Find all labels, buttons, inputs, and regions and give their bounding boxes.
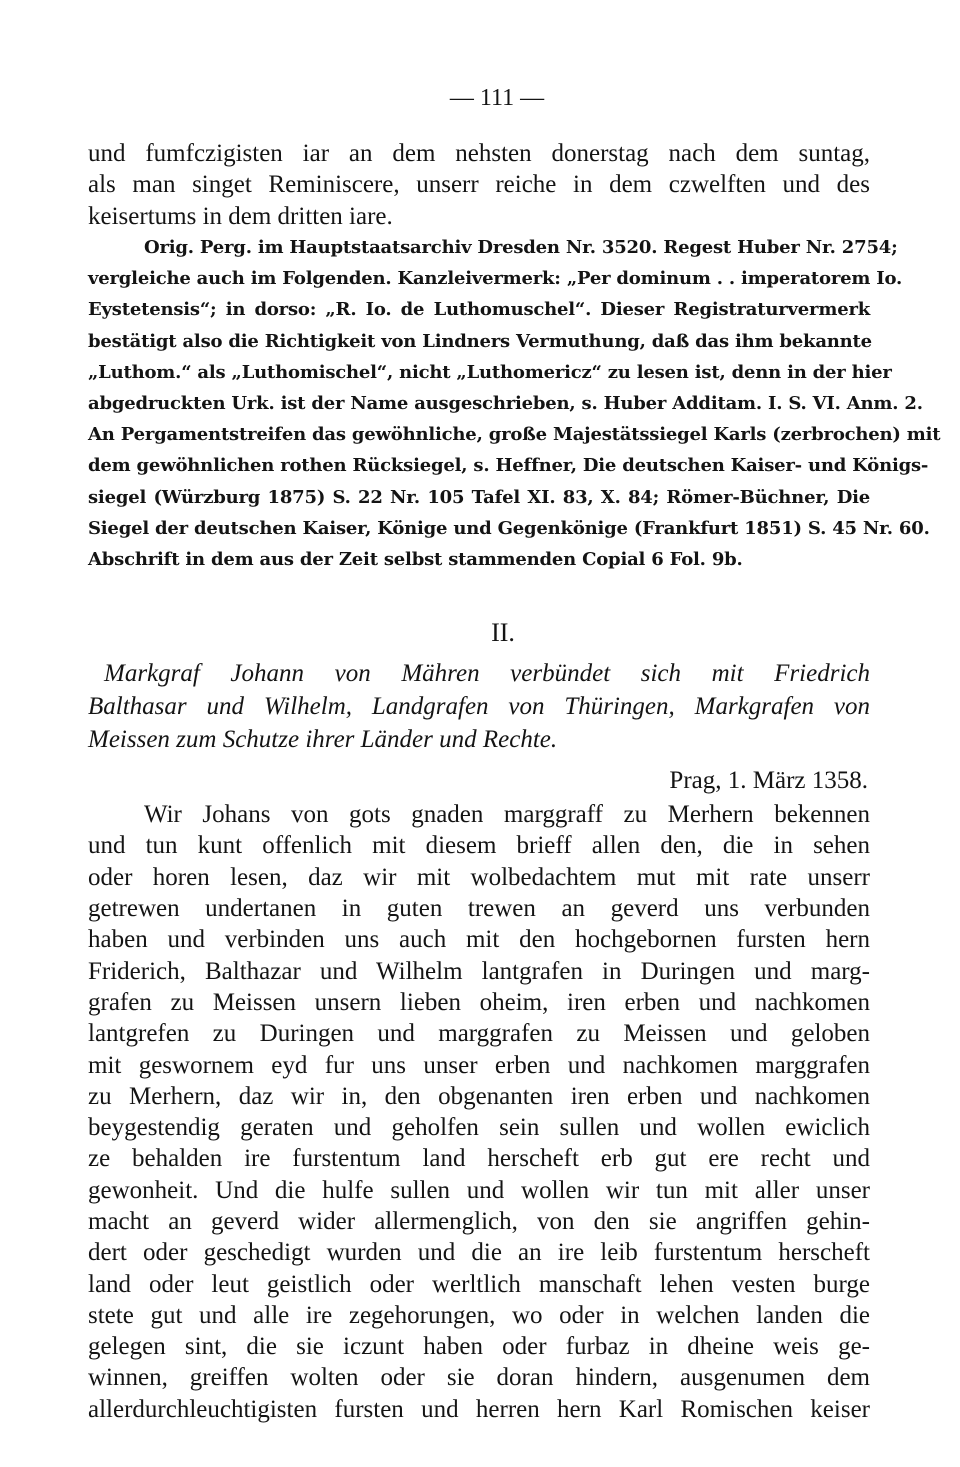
note-line: An Pergamentstreifen das gewöhnliche, große Majestätssiegel Karls (zerbrochen) mit xyxy=(88,424,941,446)
archival-notes xyxy=(88,232,941,575)
note-line: Orig. Perg. im Hauptstaatsarchiv Dresden Nr. 3520. Regest Huber Nr. 2754; xyxy=(144,236,898,258)
text-line: dert oder geschedigt wurden und die an ire leib furstentum herscheft xyxy=(88,1239,870,1267)
note-line: vergleiche auch im Folgenden. Kanzleivermerk: „Per dominum . . imperatorem Io. xyxy=(88,268,903,290)
text-line: allerdurchleuchtigisten fursten und herren hern Karl Romischen keiser xyxy=(88,1395,870,1423)
text-line: lantgrefen zu Duringen und marggrafen zu Meissen und geloben xyxy=(88,1020,870,1048)
title-line: Meissen zum Schutze ihrer Länder und Rechte. xyxy=(88,726,558,754)
text-line: land oder leut geistlich oder werltlich manschaft lehen vesten burge xyxy=(88,1270,870,1298)
text-line: gewonheit. Und die hulfe sullen und wollen wir tun mit aller unser xyxy=(88,1176,870,1204)
text-line: keisertums in dem dritten iare. xyxy=(88,202,393,230)
charter-text xyxy=(88,799,870,1425)
title-line: Markgraf Johann von Mähren verbündet sich mit Friedrich xyxy=(104,660,870,688)
page-number: — 111 — xyxy=(449,85,545,111)
text-line: mit geswornem eyd fur uns unser erben und nachkomen marggrafen xyxy=(88,1051,870,1079)
dateline: Prag, 1. März 1358. xyxy=(669,767,868,795)
note-line: siegel (Würzburg 1875) S. 22 Nr. 105 Tafel XI. 83, X. 84; Römer-Büchner, Die xyxy=(88,486,870,508)
document-page xyxy=(88,80,941,1425)
text-line: zu Merhern, daz wir in, den obgenanten iren erben und nachkomen xyxy=(88,1082,870,1110)
title-line: Balthasar und Wilhelm, Landgrafen von Thüringen, Markgrafen von xyxy=(88,693,870,721)
note-line: „Luthom.“ als „Luthomischel“, nicht „Luthomericz“ zu lesen ist, denn in der hier xyxy=(88,361,892,383)
note-line: bestätigt also die Richtigkeit von Lindners Vermuthung, daß das ihm bekannte xyxy=(88,330,872,352)
text-line: gelegen sint, die sie iczunt haben oder furbaz in dheine weis ge- xyxy=(88,1333,870,1361)
section-title xyxy=(88,657,870,756)
text-line: und fumfczigisten iar an dem nehsten donerstag nach dem suntag, xyxy=(88,140,870,167)
text-line: Wir Johans von gots gnaden marggraff zu Merhern bekennen xyxy=(144,801,870,829)
text-line: als man singet Reminiscere, unserr reiche in dem czwelften und des xyxy=(88,171,870,199)
text-line: oder horen lesen, daz wir mit wolbedachtem mut mit rate unserr xyxy=(88,863,870,891)
note-line: Siegel der deutschen Kaiser, Könige und Gegenkönige (Frankfurt 1851) S. 45 Nr. 60. xyxy=(88,517,930,539)
text-line: und tun kunt offenlich mit diesem brieff allen den, die in sehen xyxy=(88,832,870,860)
text-line: haben und verbinden uns auch mit den hochgebornen fursten hern xyxy=(88,926,870,954)
note-line: Eystetensis“; in dorso: „R. Io. de Luthomuschel“. Dieser Registraturvermerk xyxy=(88,299,870,321)
text-line: grafen zu Meissen unsern lieben oheim, iren erben und nachkomen xyxy=(88,988,870,1016)
text-line: beygestendig geraten und geholfen sein sullen und wollen ewiclich xyxy=(88,1114,870,1142)
text-line: macht an geverd wider allermenglich, von den sie angriffen gehin- xyxy=(88,1207,870,1235)
note-line: abgedruckten Urk. ist der Name ausgeschrieben, s. Huber Additam. I. S. VI. Anm. 2. xyxy=(88,392,923,414)
section-number: II. xyxy=(491,618,515,648)
continuation-paragraph xyxy=(88,138,870,232)
text-line: stete gut und alle ire zegehorungen, wo oder in welchen landen die xyxy=(88,1301,870,1329)
text-line: getrewen undertanen in guten trewen an geverd uns verbunden xyxy=(88,895,870,923)
text-line: Friderich, Balthazar und Wilhelm lantgrafen in Duringen und marg- xyxy=(88,957,870,985)
note-line: Abschrift in dem aus der Zeit selbst stammenden Copial 6 Fol. 9b. xyxy=(88,548,743,570)
text-line: winnen, greiffen wolten oder sie doran hindern, ausgenumen dem xyxy=(88,1364,870,1392)
text-line: ze behalden ire furstentum land herscheft erb gut ere recht und xyxy=(88,1145,870,1173)
note-line: dem gewöhnlichen rothen Rücksiegel, s. Heffner, Die deutschen Kaiser- und Königs- xyxy=(88,455,929,477)
